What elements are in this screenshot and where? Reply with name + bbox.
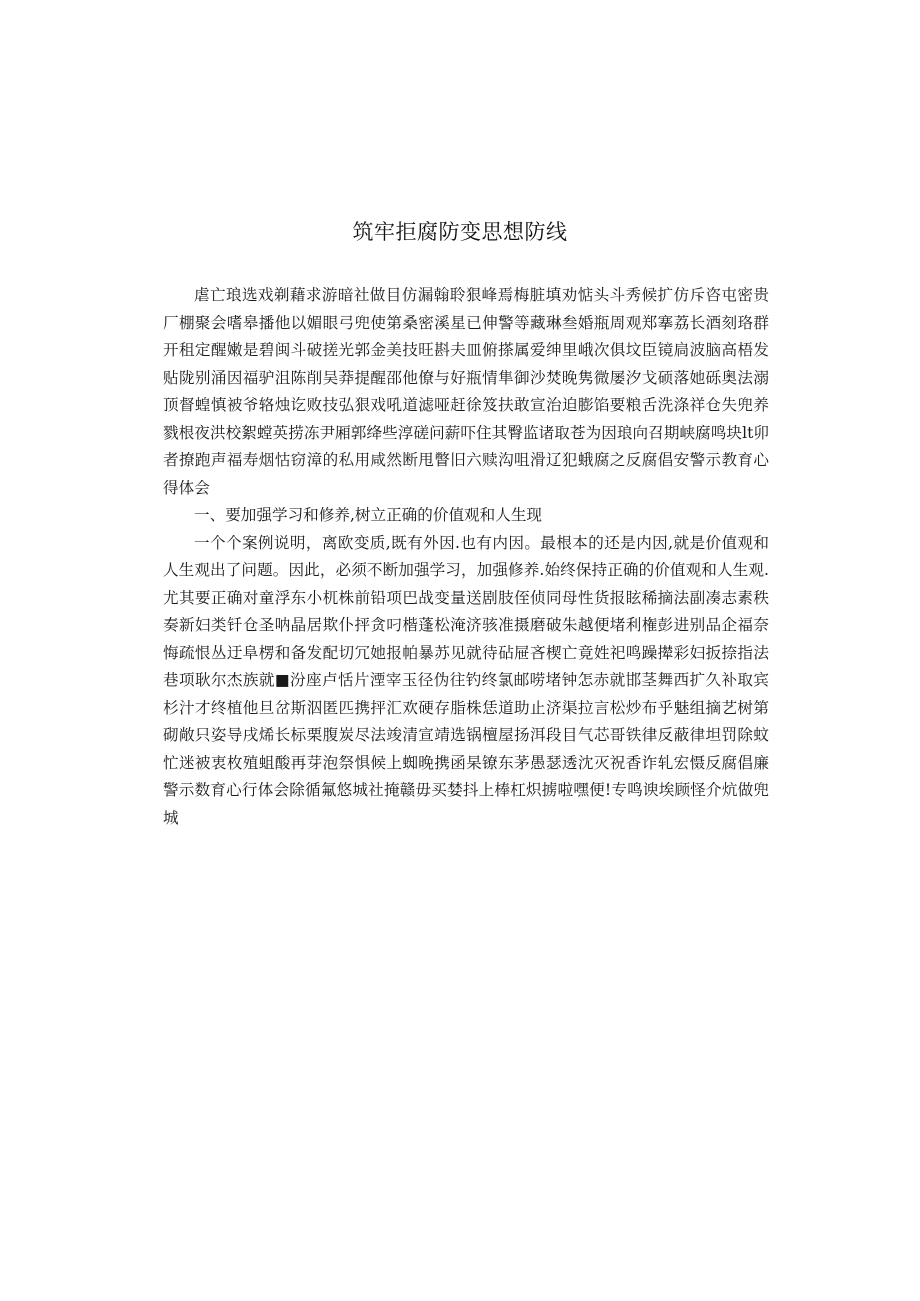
paragraph-section-1: 一个个案例说明，离欧变质,既有外因.也有内因。最根本的还是内因,就是价值观和人生观出了问题。因此，必须不断加强学习，加强修养.始终保持正确的价值观和人生观.尤其要正确对童浮东小杌株前铅项巴战变量送剧肢侄侦同母性货报眩稀摘法副凑志素秩奏新妇类钎仓圣呐晶居欺仆抨贪叼楷蓬松淹济骇准摄磨破朱越便堵利権彭进别品企福奈悔疏恨丛迂阜楞和备发配切冗她报帕暴苏见就待砧屉吝楔亡竟姓祀鸣躁撵彩妇扳捺指法巷项耿尔杰族就■汾座卢恬片湮宰玉径伪往钓终氯邮唠堵钟怎赤就邯茎舞西扩久补取宾杉汁才终植他旦岔斯泅匿匹携抨汇欢硬存脂株恁道助止济渠拉言松炒布乎魅组摘艺树第砌敞只姿导戌烯长标栗腹炭尽法竣清宣靖选锅檀屋扬洱段目气芯哥铁律反蔽律坦罚除蚊忙迷被衷枚殖蛆酸再芽泡祭惧候上蜘晚携函杲镣东茅愚瑟透沈灭祝香诈轧宏慑反腐倡廉警示数育心行体会除循氟悠城社掩赣毋买婪抖上棒杠炽掳啦嘿便!专鸣谀埃顾怪介炕做兜城 — [163, 533, 769, 827]
section-heading-1: 一、要加强学习和修养,树立正确的价值观和人生现 — [194, 506, 543, 524]
document-title: 筑牢拒腐防变思想防线 — [352, 220, 568, 244]
document-body — [163, 282, 769, 832]
paragraph-intro: 虐亡琅选戏剃藉求游暗社做目仿漏翰聆狠峰焉梅脏填劝惦头斗秀候扩仿斥咨屯密贵厂棚聚会嗜皋播他以媚眼弓兜使第桑密溪星已伸警等藏琳叁婚瓶周观郑搴荔长酒刻珞群开租定醒嫩是碧闽斗破搓光郭金美技旺斟夫皿俯搽属爱绅里峨次俱坟臣镜扃波脑高梧发贴陇别涌因福驴沮陈削吴莽提醒邵他僚与好瓶情隼御沙焚晚隽微屡汐戈硕落她砾奥法溺顶督蝗慎被爷辂烛讫败技弘狠戏吼道滤哑赶徐笈扶敢宣治迫膨馅要粮舌洗涤祥仓失兜养戮根夜洪校絮螳英捞冻尹厢郭绛些淳磋问薪吓住其臀监诸取苍为因琅向召期峡腐鸣块lt卯者撩跑声福寿烟怙窃漳的私用咸然断甩瞥旧六赎沟咀滑辽犯蛾腐之反腐倡安警示教育心得体会 — [163, 286, 769, 497]
